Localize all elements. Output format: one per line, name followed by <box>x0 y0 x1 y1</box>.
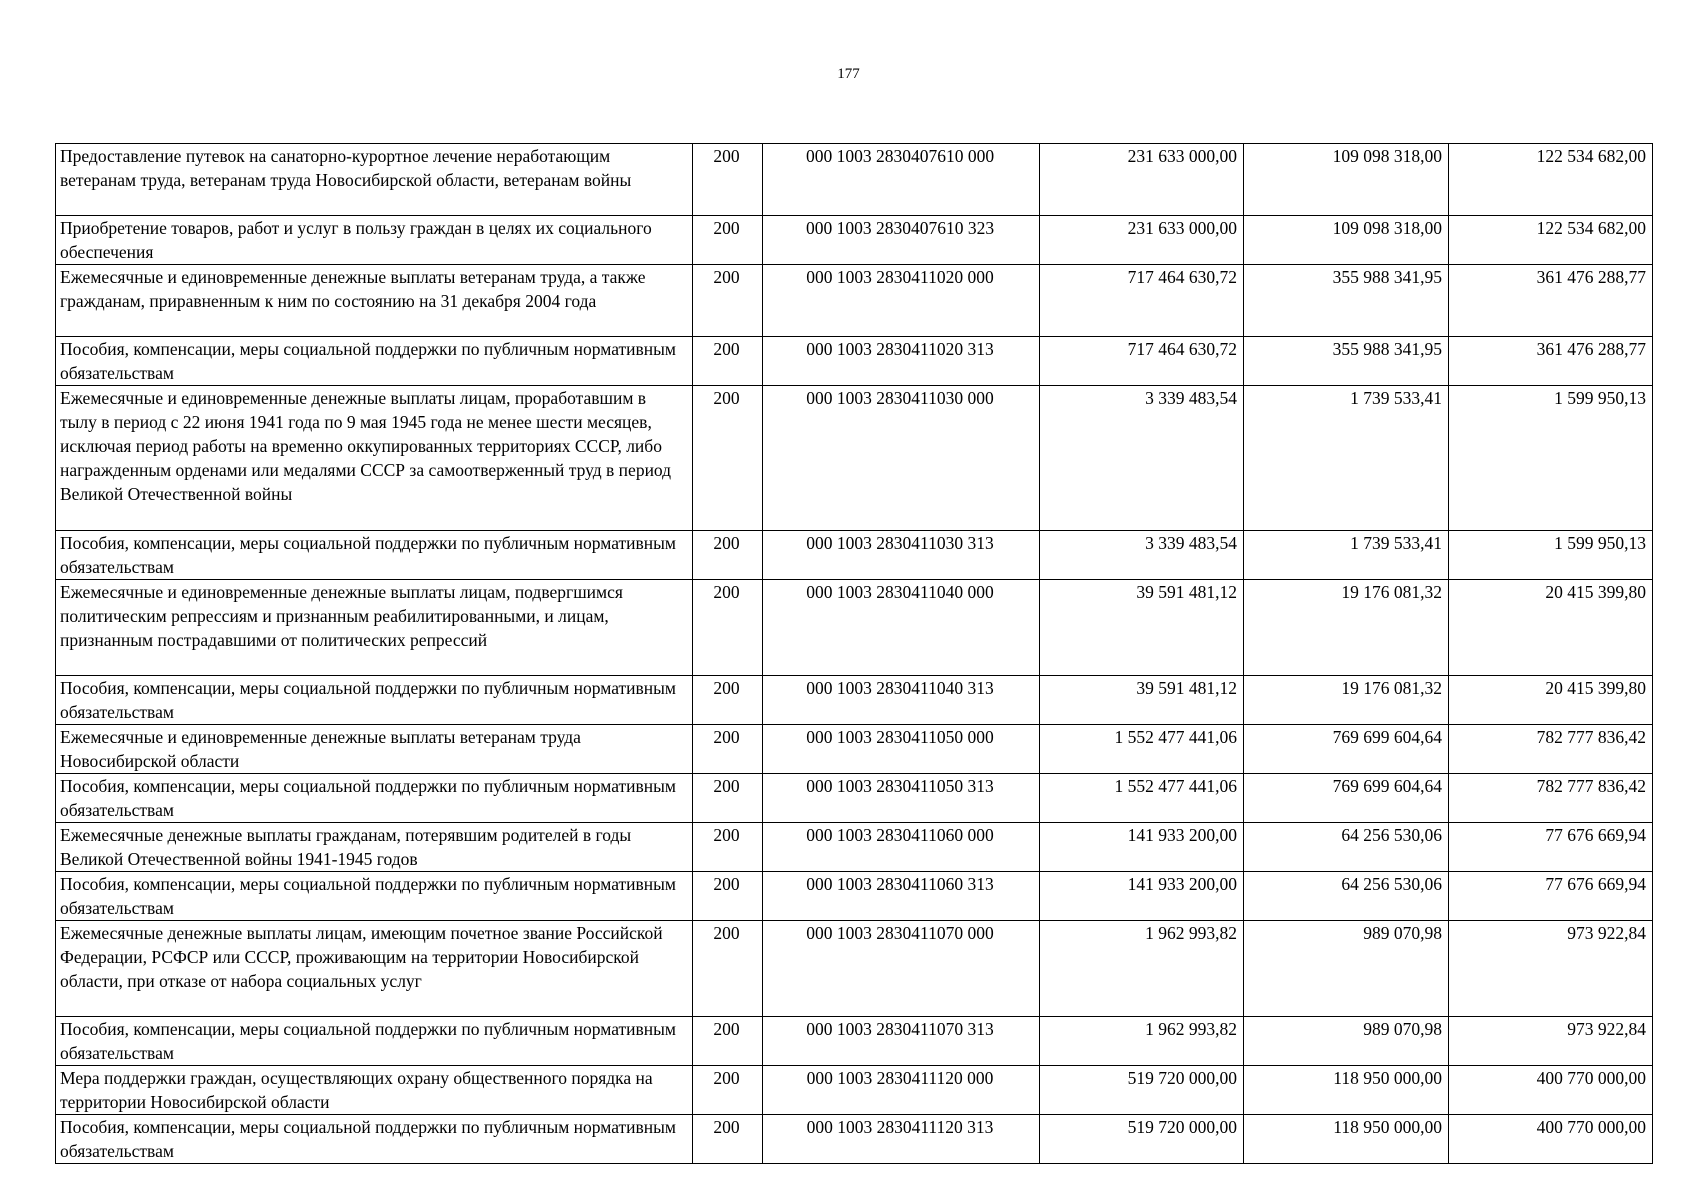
table-row <box>56 531 1653 580</box>
row-name-cell: Приобретение товаров, работ и услуг в пользу граждан в целях их социального обеспечения <box>56 216 693 265</box>
row-kbk-cell: 000 1003 2830411050 313 <box>763 774 1040 823</box>
row-kbk-cell: 000 1003 2830411040 000 <box>763 580 1040 676</box>
row-kbk-cell: 000 1003 2830411060 313 <box>763 872 1040 921</box>
row-name-cell: Ежемесячные денежные выплаты гражданам, потерявшим родителей в годы Великой Отечественной войны 1941-1945 годов <box>56 823 693 872</box>
row-name-cell: Пособия, компенсации, меры социальной поддержки по публичным нормативным обязательствам <box>56 872 693 921</box>
row-executed-cell: 355 988 341,95 <box>1244 265 1449 337</box>
row-assigned-cell: 717 464 630,72 <box>1040 265 1244 337</box>
row-code-cell: 200 <box>693 144 763 216</box>
row-remaining-cell: 400 770 000,00 <box>1449 1066 1653 1115</box>
row-kbk-cell: 000 1003 2830411030 000 <box>763 386 1040 531</box>
table-row <box>56 386 1653 531</box>
row-kbk-cell: 000 1003 2830411030 313 <box>763 531 1040 580</box>
row-remaining-cell: 400 770 000,00 <box>1449 1115 1653 1164</box>
row-name-cell: Ежемесячные и единовременные денежные выплаты ветеранам труда, а также гражданам, приравненным к ним по состоянию на 31 декабря 2004 года <box>56 265 693 337</box>
row-name-cell: Пособия, компенсации, меры социальной поддержки по публичным нормативным обязательствам <box>56 1017 693 1066</box>
row-executed-cell: 19 176 081,32 <box>1244 580 1449 676</box>
row-kbk-cell: 000 1003 2830407610 323 <box>763 216 1040 265</box>
row-code-cell: 200 <box>693 774 763 823</box>
row-remaining-cell: 77 676 669,94 <box>1449 823 1653 872</box>
row-executed-cell: 19 176 081,32 <box>1244 676 1449 725</box>
row-executed-cell: 118 950 000,00 <box>1244 1066 1449 1115</box>
row-code-cell: 200 <box>693 386 763 531</box>
row-assigned-cell: 1 962 993,82 <box>1040 1017 1244 1066</box>
row-code-cell: 200 <box>693 823 763 872</box>
row-kbk-cell: 000 1003 2830411120 000 <box>763 1066 1040 1115</box>
row-remaining-cell: 77 676 669,94 <box>1449 872 1653 921</box>
row-assigned-cell: 717 464 630,72 <box>1040 337 1244 386</box>
page-number: 177 <box>837 66 860 82</box>
row-executed-cell: 1 739 533,41 <box>1244 531 1449 580</box>
row-executed-cell: 989 070,98 <box>1244 921 1449 1017</box>
row-assigned-cell: 1 552 477 441,06 <box>1040 774 1244 823</box>
row-executed-cell: 64 256 530,06 <box>1244 872 1449 921</box>
row-kbk-cell: 000 1003 2830411040 313 <box>763 676 1040 725</box>
row-assigned-cell: 1 962 993,82 <box>1040 921 1244 1017</box>
row-code-cell: 200 <box>693 265 763 337</box>
row-name-cell: Мера поддержки граждан, осуществляющих охрану общественного порядка на территории Новосибирской области <box>56 1066 693 1115</box>
table-row <box>56 921 1653 1017</box>
row-code-cell: 200 <box>693 580 763 676</box>
table-row <box>56 1017 1653 1066</box>
table-row <box>56 1115 1653 1164</box>
row-executed-cell: 118 950 000,00 <box>1244 1115 1449 1164</box>
table-body <box>56 144 1653 1164</box>
row-remaining-cell: 20 415 399,80 <box>1449 676 1653 725</box>
row-executed-cell: 355 988 341,95 <box>1244 337 1449 386</box>
row-assigned-cell: 141 933 200,00 <box>1040 872 1244 921</box>
row-remaining-cell: 973 922,84 <box>1449 1017 1653 1066</box>
row-kbk-cell: 000 1003 2830411020 000 <box>763 265 1040 337</box>
row-code-cell: 200 <box>693 216 763 265</box>
row-assigned-cell: 231 633 000,00 <box>1040 216 1244 265</box>
row-assigned-cell: 231 633 000,00 <box>1040 144 1244 216</box>
row-name-cell: Предоставление путевок на санаторно-курортное лечение неработающим ветеранам труда, ветеранам труда Новосибирской области, ветеранам войны <box>56 144 693 216</box>
table-row <box>56 337 1653 386</box>
row-name-cell: Пособия, компенсации, меры социальной поддержки по публичным нормативным обязательствам <box>56 531 693 580</box>
row-code-cell: 200 <box>693 1066 763 1115</box>
row-executed-cell: 109 098 318,00 <box>1244 144 1449 216</box>
row-executed-cell: 989 070,98 <box>1244 1017 1449 1066</box>
table-row <box>56 872 1653 921</box>
row-executed-cell: 769 699 604,64 <box>1244 774 1449 823</box>
row-executed-cell: 109 098 318,00 <box>1244 216 1449 265</box>
row-executed-cell: 769 699 604,64 <box>1244 725 1449 774</box>
row-kbk-cell: 000 1003 2830411070 000 <box>763 921 1040 1017</box>
row-name-cell: Пособия, компенсации, меры социальной поддержки по публичным нормативным обязательствам <box>56 337 693 386</box>
row-name-cell: Ежемесячные и единовременные денежные выплаты лицам, проработавшим в тылу в период с 22 июня 1941 года по 9 мая 1945 года не менее шести месяцев, исключая период работы на временно оккупированных территориях СССР, либо награжденным орденами или медалями СССР за самоотверженный труд в период Великой Отечественной войны <box>56 386 693 531</box>
table-row <box>56 1066 1653 1115</box>
row-assigned-cell: 141 933 200,00 <box>1040 823 1244 872</box>
row-executed-cell: 1 739 533,41 <box>1244 386 1449 531</box>
row-name-cell: Пособия, компенсации, меры социальной поддержки по публичным нормативным обязательствам <box>56 774 693 823</box>
table-row <box>56 774 1653 823</box>
row-name-cell: Пособия, компенсации, меры социальной поддержки по публичным нормативным обязательствам <box>56 676 693 725</box>
row-remaining-cell: 782 777 836,42 <box>1449 774 1653 823</box>
row-assigned-cell: 39 591 481,12 <box>1040 580 1244 676</box>
row-remaining-cell: 1 599 950,13 <box>1449 531 1653 580</box>
row-name-cell: Ежемесячные и единовременные денежные выплаты ветеранам труда Новосибирской области <box>56 725 693 774</box>
row-executed-cell: 64 256 530,06 <box>1244 823 1449 872</box>
row-code-cell: 200 <box>693 1017 763 1066</box>
row-remaining-cell: 973 922,84 <box>1449 921 1653 1017</box>
row-remaining-cell: 782 777 836,42 <box>1449 725 1653 774</box>
row-assigned-cell: 519 720 000,00 <box>1040 1115 1244 1164</box>
row-kbk-cell: 000 1003 2830411120 313 <box>763 1115 1040 1164</box>
row-name-cell: Ежемесячные денежные выплаты лицам, имеющим почетное звание Российской Федерации, РСФСР или СССР, проживающим на территории Новосибирской области, при отказе от набора социальных услуг <box>56 921 693 1017</box>
row-assigned-cell: 3 339 483,54 <box>1040 531 1244 580</box>
row-remaining-cell: 361 476 288,77 <box>1449 265 1653 337</box>
row-assigned-cell: 1 552 477 441,06 <box>1040 725 1244 774</box>
row-code-cell: 200 <box>693 921 763 1017</box>
table-row <box>56 216 1653 265</box>
table-row <box>56 725 1653 774</box>
row-code-cell: 200 <box>693 676 763 725</box>
row-assigned-cell: 39 591 481,12 <box>1040 676 1244 725</box>
row-kbk-cell: 000 1003 2830411070 313 <box>763 1017 1040 1066</box>
table-row <box>56 265 1653 337</box>
row-remaining-cell: 20 415 399,80 <box>1449 580 1653 676</box>
row-kbk-cell: 000 1003 2830411060 000 <box>763 823 1040 872</box>
table-row <box>56 580 1653 676</box>
row-assigned-cell: 3 339 483,54 <box>1040 386 1244 531</box>
row-code-cell: 200 <box>693 531 763 580</box>
row-remaining-cell: 122 534 682,00 <box>1449 144 1653 216</box>
table-row <box>56 144 1653 216</box>
row-kbk-cell: 000 1003 2830411050 000 <box>763 725 1040 774</box>
row-kbk-cell: 000 1003 2830411020 313 <box>763 337 1040 386</box>
row-name-cell: Пособия, компенсации, меры социальной поддержки по публичным нормативным обязательствам <box>56 1115 693 1164</box>
row-assigned-cell: 519 720 000,00 <box>1040 1066 1244 1115</box>
row-code-cell: 200 <box>693 725 763 774</box>
row-remaining-cell: 361 476 288,77 <box>1449 337 1653 386</box>
row-code-cell: 200 <box>693 1115 763 1164</box>
table-row <box>56 676 1653 725</box>
row-kbk-cell: 000 1003 2830407610 000 <box>763 144 1040 216</box>
row-code-cell: 200 <box>693 872 763 921</box>
row-remaining-cell: 122 534 682,00 <box>1449 216 1653 265</box>
table-row <box>56 823 1653 872</box>
row-remaining-cell: 1 599 950,13 <box>1449 386 1653 531</box>
row-name-cell: Ежемесячные и единовременные денежные выплаты лицам, подвергшимся политическим репрессиям и признанным реабилитированными, и лицам, признанным пострадавшими от политических репрессий <box>56 580 693 676</box>
budget-table <box>55 143 1653 1164</box>
row-code-cell: 200 <box>693 337 763 386</box>
